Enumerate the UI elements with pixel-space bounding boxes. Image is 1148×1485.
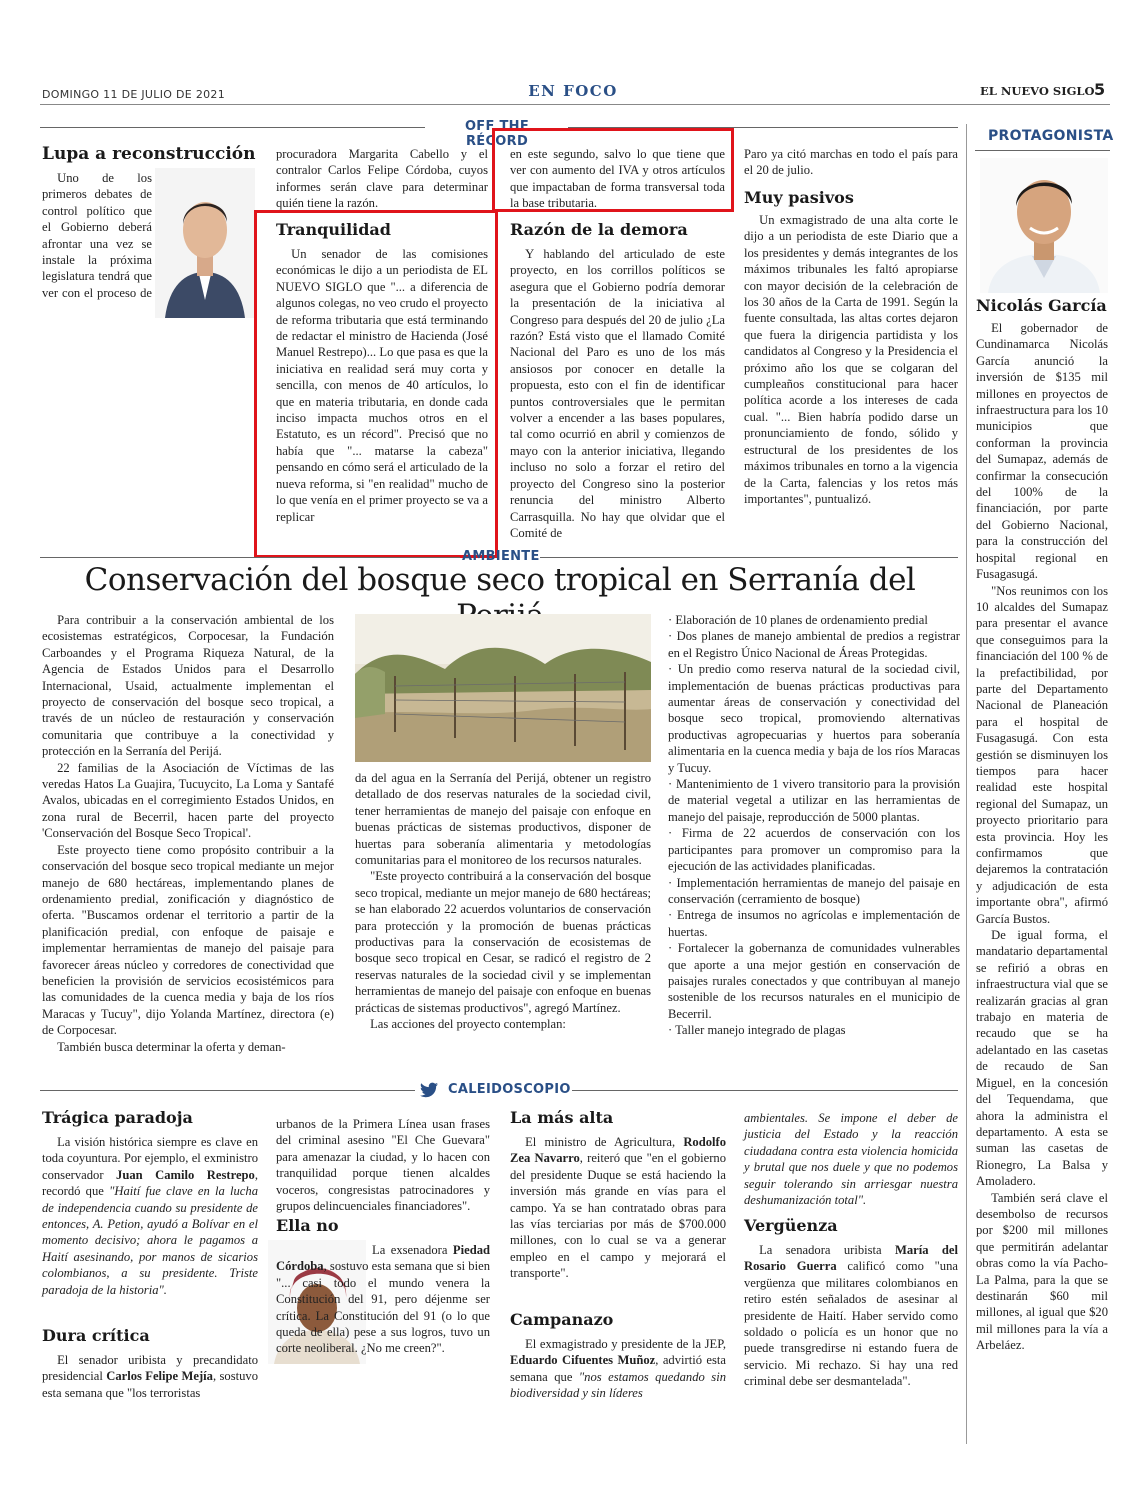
ambiente-col1-p3: Este proyecto tiene como propósito contribuir a la conservación del bosque seco tropical mediante un mejor manejo de 680 hectáreas, implementando planes de ordenamiento predial, zonificación y diagnóstico de oferta. "Buscamos ordenar el territorio a partir de la planificación predial, con enfoque de paisaje e implementar herramientas de manejo del paisaje para favorecer áreas núcleo y corredores de conectividad que beneficien la provisión de servicios ecosistémicos para las comunidades de la cuenca media y baja de los ríos Maracas y Tucuy", dijo Yolanda Martínez, directora (e) de Corpocesar.: [42, 842, 334, 1038]
ambiente-list-item: · Dos planes de manejo ambiental de predios a registrar en el Registro Único Nacional de Áreas Protegidas.: [668, 629, 960, 660]
tranquilidad-title: Tranquilidad: [276, 220, 391, 239]
ambiente-list-item: · Taller manejo integrado de plagas: [668, 1023, 846, 1038]
dura-person: Carlos Felipe Mejía: [106, 1369, 213, 1384]
off-record-col3-top: en este segundo, salvo lo que tiene que ver con aumento del IVA y otros artículos que impactaban de forma transversal toda la base tributaria.: [510, 147, 725, 211]
alta-text-a: El ministro de Agricultura,: [525, 1135, 684, 1149]
verguenza-title: Vergüenza: [744, 1216, 838, 1235]
caleido-col4-quote: ambientales. Se impone el deber de justicia del Estado y la reacción ciudadana contra esta violencia homicida y brutal que nos duele y que no podemos seguir tolerando sin arriesgar nuestra deshumanización total".: [744, 1111, 958, 1208]
tragica-title: Trágica paradoja: [42, 1108, 193, 1127]
ambiente-rule-right: [540, 557, 958, 558]
campanazo-body: [510, 1336, 726, 1402]
ambiente-list-item: · Elaboración de 10 planes de ordenamiento predial: [668, 613, 928, 627]
alta-body: [510, 1134, 726, 1282]
alta-paragraph: [510, 1134, 726, 1282]
razon-paragraph: Y hablando del articulado de este proyecto, en los corrillos políticos se asegura que el Gobierno podría demorar la presentación de la iniciativa al Congreso para después del 20 de julio ¿La razón? Está visto que el llamado Comité Nacional del Paro es uno de los más ansiosos por conocer en detalle la propuesta, esto con el fin de identificar puntos controversiales que le permitan volver a encender a las bases populares, tal como ocurrió en abril y comienzos de mayo con la anterior iniciativa, llegando incluso no solo a forzar el retiro del proyecto del Congreso sino la posterior renuncia del ministro Alberto Carrasquilla. No hay que olvidar que el Comité de: [510, 247, 725, 540]
ambiente-list-item: · Mantenimiento de 1 vivero transitorio para la provisión de material vegetal a utilizar en las herramientas de manejo del paisaje, reproducción de 5000 plantas.: [668, 777, 960, 824]
caleidoscopio-rule-left: [40, 1090, 415, 1091]
ambiente-col2-p3: Las acciones del proyecto contemplan:: [370, 1017, 566, 1032]
off-record-col4-top: Paro ya citó marchas en todo el país para el 20 de julio.: [744, 147, 958, 178]
protagonista-p1: El gobernador de Cundinamarca Nicolás García anunció la inversión de $135 mil millones en proyectos de infraestructura para los 10 municipios que conforman la provincia del Sumapaz, además de confirmar la consecución del 100% de la financiación, por parte del Gobierno Nacional, para la construcción del hospital regional en Fusagasugá.: [976, 321, 1108, 582]
ambiente-list-item: · Un predio como reserva natural de la sociedad civil, implementación de buenas prácticas productivas para aumentar áreas de conservación y conectividad del bosque seco tropical, promoviendo alternativas productivas agropecuarias y huertos para soberanía alimentaria en la cuenca media y baja de los ríos Maracas y Tucuy.: [668, 662, 960, 775]
pasivos-paragraph: Un exmagistrado de una alta corte le dijo a un periodista de este Diario que a los presidentes y demás integrantes de los máximos tribunales les faltó apropiarse con mayor decisión de la celebración de los 30 años de la Carta de 1991. Según la fuente consultada, las altas cortes dejaron que fuera la dirigencia partidista y los candidatos al Congreso y la Presidencia el próximo año los que se colgaran del cumpleaños constitucional para hacer política acorde a los intereses de cada cual. "... Bien habría podido darse un pronunciamiento de fondo, sólido y estructural de los presidentes de los máximos tribunales en torno a la vigencia de la Carta, falencias y los retos más importantes", puntualizó.: [744, 213, 958, 506]
protagonista-p3: De igual forma, el mandatario departamental se refirió a obras en infraestructura vial que se realizarán gracias al gran trabajo en materia de recaudo que se ha adelantado en las casetas de recaudo de San Miguel, en la concesión del Tequendama, que ahora la administra el departamento. A esta se suman las casetas de Rionegro, La Balsa y Amoladero.: [976, 928, 1108, 1189]
protagonista-photo: [980, 158, 1108, 293]
ambiente-label: AMBIENTE: [462, 549, 540, 564]
caleidoscopio-rule-right: [572, 1090, 958, 1091]
verguenza-body: [744, 1242, 958, 1390]
dura-body: [42, 1352, 258, 1401]
verguenza-text-b: calificó como "una vergüenza que militares colombianos en retiro estén señalados de asesinar al presidente de Haití. Haber servido como soldado o policía es un honor que no puede transgredirse ni estando fuera de servicio. Mi rechazo. Si hay una red criminal debe ser desmantelada".: [744, 1259, 958, 1389]
tragica-text-b: , recordó que: [42, 1167, 258, 1199]
ella-text-a: La exsenadora: [372, 1243, 453, 1257]
campanazo-text-b: , advirtió esta semana que: [510, 1353, 727, 1384]
verguenza-text-a: La senadora uribista: [759, 1243, 895, 1257]
tragica-text-a: La visión histórica siempre es clave en toda coyuntura. Por ejemplo, el exministro conservador: [42, 1135, 258, 1182]
campanazo-text-a: El exmagistrado y presidente de la JEP,: [525, 1337, 726, 1351]
tragica-person: Juan Camilo Restrepo: [116, 1167, 255, 1182]
tranquilidad-paragraph: Un senador de las comisiones económicas le dijo a un periodista de EL NUEVO SIGLO que "... a diferencia de algunos colegas, no veo crudo el proyecto de reforma tributaria que está terminando de redactar el ministro de Hacienda (José Manuel Restrepo)... Lo que pasa es que la iniciativa en realidad será muy corta y sencilla, con menos de 40 artículos, lo que en materia tributaria, en donde cada inciso impacta muchos otros en el Estatuto, es un récord". Precisó que no había que "... matarse la cabeza" pensando en cómo será el articulado de la nueva reforma, si "en realidad" mucho de lo que venía en el primer proyecto se va a replicar: [276, 247, 488, 524]
highlight-box-tranquilidad: [254, 210, 498, 558]
page-number: 5: [1094, 80, 1106, 99]
ella-title: Ella no: [276, 1216, 339, 1235]
razon-title: Razón de la demora: [510, 220, 688, 239]
politician-photo: [155, 168, 255, 318]
campanazo-paragraph: [510, 1336, 726, 1402]
ambiente-col2-p1: da del agua en la Serranía del Perijá, obtener un registro detallado de dos reservas naturales de la sociedad civil, tener herramientas de manejo del paisaje con enfoque en buenas prácticas de sistemas productivos, disponer de huertas para soberanía alimentaria y metodologías comunitarias para el monitoreo de los recursos naturales.: [355, 771, 651, 868]
lupa-title: Lupa a reconstrucción: [42, 144, 256, 164]
newspaper-brand: EL NUEVO SIGLO: [980, 84, 1095, 98]
ambiente-list-item: · Entrega de insumos no agrícolas e implementación de huertas.: [668, 908, 960, 939]
ambiente-list-item: · Fortalecer la gobernanza de comunidades vulnerables que aporte a una mejor gestión en conservación de paisajes rurales conectados y que contribuyan al manejo sostenible de los recursos naturales en el municipio de Becerril.: [668, 941, 960, 1021]
protagonista-label: PROTAGONISTA: [988, 128, 1114, 144]
dura-text-a: El senador uribista y precandidato presidencial: [42, 1353, 258, 1384]
alta-person: Rodolfo Zea Navarro: [510, 1135, 726, 1166]
ambiente-list-item: · Firma de 22 acuerdos de conservación con los participantes para promover un compromiso para la ejecución de las actividades planificadas.: [668, 826, 960, 874]
protagonista-body: [976, 320, 1108, 1354]
forest-photo: [355, 614, 651, 762]
caleido-col2-top: urbanos de la Primera Línea usan frases del criminal asesino "El Che Guevara" para amenazar la ciudad, y lo hacen con tranquilidad porque tienen alcaldes voceros, congresistas patrocinadores y grupos delincuenciales financiadores".: [276, 1117, 490, 1214]
alta-title: La más alta: [510, 1108, 614, 1127]
lupa-paragraph: Uno de los primeros debates de control político que el Gobierno deberá afrontar una vez se instale la próxima legislatura tendrá que ver con el proceso de: [42, 171, 152, 300]
caleidoscopio-label: CALEIDOSCOPIO: [448, 1082, 571, 1097]
alta-text-b: , reiteró que "en el gobierno del presidente Duque se está haciendo la inversión más grande en vías para el campo. Ya se han contratado obras para las vías terciarias por más de $700.000 millones, con lo cual se va a generar empleo en el campo y mejorará el transporte".: [510, 1151, 727, 1281]
campanazo-person: Eduardo Cifuentes Muñoz: [510, 1353, 656, 1368]
pasivos-title: Muy pasivos: [744, 188, 854, 207]
campanazo-title: Campanazo: [510, 1310, 614, 1329]
dura-paragraph: [42, 1352, 258, 1401]
highlight-box-col3: [492, 128, 734, 212]
verguenza-person: María del Rosario Guerra: [744, 1243, 958, 1274]
ella-person: Piedad Córdoba: [276, 1243, 490, 1274]
ella-body: [276, 1242, 490, 1357]
off-record-label: OFF THE RÉCORD: [464, 119, 530, 149]
protagonista-name: Nicolás García: [976, 296, 1107, 315]
protagonista-p2: "Nos reunimos con los 10 alcaldes del Sumapaz para presentar el avance que conseguimos para la financiación del 100 % de la prefactibilidad, por parte del Departamento Nacional de Planeación para el hospital de Fusagasugá. Con esta gestión se disminuyen los tiempos para hacer realidad este hospital regional del Sumapaz, un proyecto prioritario para esta provincia. Hoy les confirmamos que dejaremos la contratación y adjudicación de esta importante obra", afirmó García Bustos.: [976, 583, 1108, 926]
column-divider: [966, 124, 967, 1444]
ambiente-col1: [42, 612, 334, 1055]
tragica-paragraph: [42, 1134, 258, 1298]
twitter-bird-icon: [420, 1082, 438, 1098]
dura-text-b: , sostuvo esta semana que "los terroristas: [42, 1369, 258, 1400]
verguenza-paragraph: [744, 1242, 958, 1390]
tragica-quote: "Haití fue clave en la lucha de independencia cuando su presidente de entonces, A. Petion, ayudó a Bolívar en el momento decisivo; ahora le pagamos a Haití asesinando, por manos de sicarios colombianos, a su presidente. Triste paradoja de la historia".: [42, 1184, 258, 1297]
ambiente-col2-p2: "Este proyecto contribuirá a la conservación del bosque seco tropical, mediante un mejor manejo de 680 hectáreas; se han elaborado 22 acuerdos voluntarios de conservación para protección y la promoción de buenas prácticas productivas para la conservación de ecosistemas de bosque seco tropical en Cesar, se radicó el registro de 2 reservas naturales de la sociedad civil y se implementan herramientas de manejo del paisaje con enfoque en buenas prácticas de sistemas productivos", agregó Martínez.: [355, 869, 651, 1015]
header-rule: [40, 104, 1110, 105]
ambiente-col1-p1: Para contribuir a la conservación ambiental de los ecosistemas estratégicos, Corpocesar, la Fundación Carboandes y el Programa Riqueza Natural, de la Agencia de Estados Unidos para el Desarrollo Internacional, Usaid, actualmente implementan el proyecto de conservación del bosque seco tropical, a través de un núcleo de restauración y conservación comunitaria que contribuye a la conectividad y protección en la Serranía del Perijá.: [42, 613, 334, 759]
ambiente-col2: [355, 770, 651, 1033]
protagonista-rule: [975, 150, 1110, 151]
off-record-rule-left: [40, 127, 425, 128]
ambiente-col3: [668, 612, 960, 1039]
campanazo-quote: "nos estamos quedando sin biodiversidad y sin líderes: [510, 1369, 726, 1401]
ambiente-col1-p2: 22 familias de la Asociación de Víctimas de las veredas Hatos La Guajira, Tucuycito, La Loma y Santafé Avalos, ubicadas en el corregimiento Estados Unidos, en zona rural de Becerril, hacen parte del proyecto 'Conservación del Bosque Seco Tropical'.: [42, 760, 334, 841]
ambiente-headline: Conservación del bosque seco tropical en Serranía del: [84, 562, 916, 598]
ambiente-rule-left: [40, 557, 460, 558]
off-record-col2-top: procuradora Margarita Cabello y el contralor Carlos Felipe Córdoba, cuyos informes serán clave para determinar quién tiene la razón.: [276, 147, 488, 211]
ambiente-list-item: · Implementación herramientas de manejo del paisaje en conservación (cerramiento de bosque): [668, 875, 960, 906]
page-date: DOMINGO 11 DE JULIO DE 2021: [42, 88, 226, 101]
razon-body: [510, 246, 725, 541]
protagonista-p4: También será clave el desembolso de recursos por $200 mil millones que permitirán adelantar obras como la vía Pacho-La Palma, para la que se destinarán $60 mil millones, al igual que $20 mil millones para la vía a Arbeláez.: [976, 1190, 1108, 1353]
dura-title: Dura crítica: [42, 1326, 150, 1345]
tragica-body: [42, 1134, 258, 1298]
section-title: EN FOCO: [528, 82, 618, 100]
ella-text-b: , sostuvo esta semana que si bien "... casi todo el mundo venera la Constitución del 91, pero déjenme ser crítica. La Constitución del 91 (o lo que queda de ella) pese a sus logros, tuvo un corte neoliberal. ¿No me creen?".: [276, 1259, 490, 1356]
lupa-body-top: [42, 170, 152, 302]
pasivos-body: [744, 212, 958, 507]
ambiente-col1-p4: También busca determinar la oferta y deman-: [57, 1039, 286, 1054]
caleido-col4-top: [744, 1110, 958, 1208]
ella-paragraph: [276, 1242, 490, 1357]
